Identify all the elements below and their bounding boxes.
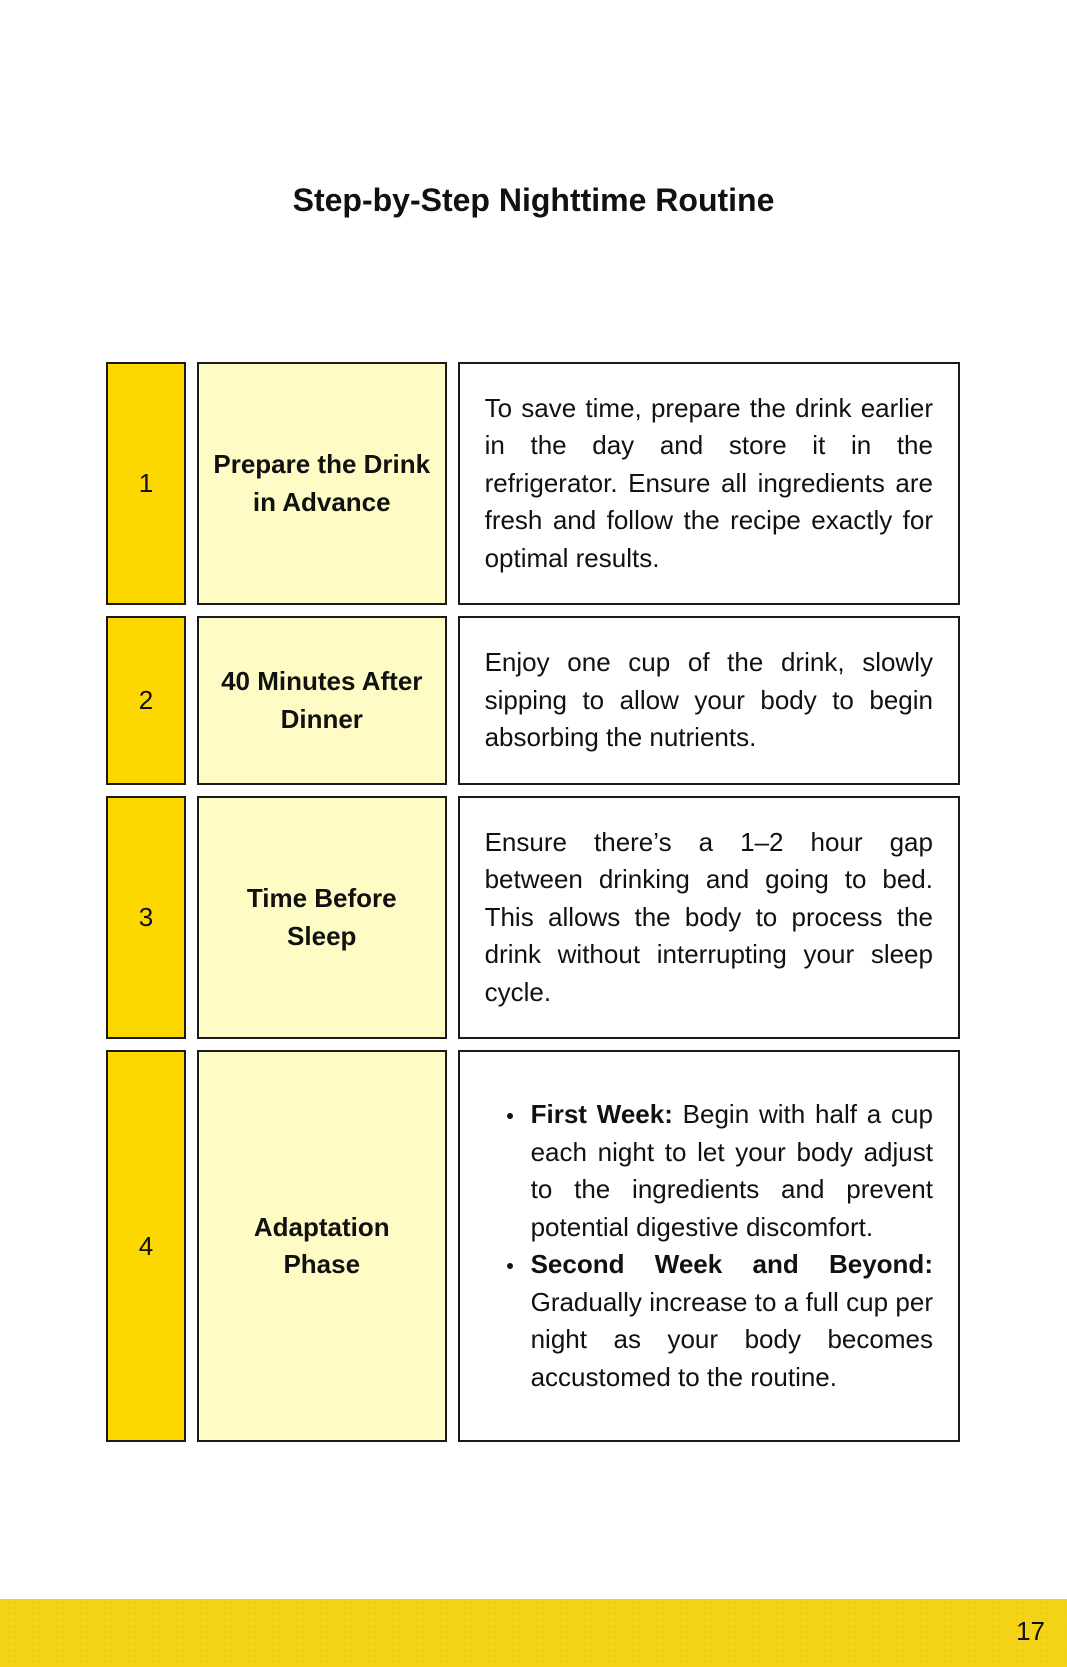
bullet-list [485, 1096, 933, 1396]
page-title: Step-by-Step Nighttime Routine [292, 182, 775, 218]
step-number: 3 [106, 796, 186, 1039]
step-description [458, 1050, 960, 1442]
step-description-text: Enjoy one cup of the drink, slowly sipping to allow your body to begin absorbing the nutrients. [484, 647, 933, 753]
bullet-label: First Week: [530, 1099, 673, 1129]
step-title: Adaptation Phase [197, 1050, 447, 1442]
table-row [106, 362, 960, 605]
table-row [106, 616, 960, 785]
step-description [458, 616, 960, 785]
bullet-text: Gradually increase to a full cup per night as your body becomes accustomed to the routine. [530, 1286, 933, 1392]
bullet-text: Begin with half a cup each night to let your body adjust to the ingredients and prevent potential digestive discomfort. [530, 1099, 933, 1242]
step-description-text: Ensure there’s a 1–2 hour gap between drinking and going to bed. This allows the body to process the drink without interrupting your sleep cycle. [484, 826, 933, 1007]
routine-table [106, 362, 960, 1453]
step-number: 2 [106, 616, 186, 785]
step-number: 4 [106, 1050, 186, 1442]
table-row [106, 1050, 960, 1442]
step-title: 40 Minutes After Dinner [197, 616, 447, 785]
step-description [458, 362, 960, 605]
bullet-label: Second Week and Beyond: [530, 1249, 933, 1279]
table-row [106, 796, 960, 1039]
step-title: Time Before Sleep [197, 796, 447, 1039]
step-description-text: To save time, prepare the drink earlier in the day and store it in the refrigerator. Ensure all ingredients are fresh and follow the recipe exactly for optimal results. [484, 392, 933, 573]
step-title: Prepare the Drink in Advance [197, 362, 447, 605]
list-item [531, 1096, 933, 1246]
footer-bar [0, 1599, 1067, 1667]
step-number: 1 [106, 362, 186, 605]
list-item [531, 1246, 933, 1396]
page-number: 17 [1016, 1616, 1045, 1646]
step-description [458, 796, 960, 1039]
